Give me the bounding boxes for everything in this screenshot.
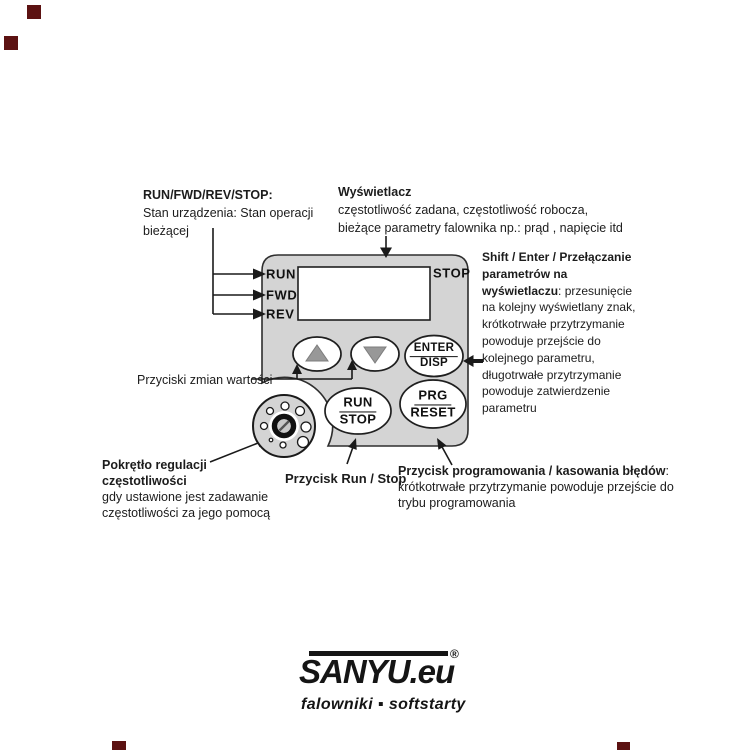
knob-line1: gdy ustawione jest zadawanie [102,490,269,504]
display-title: Wyświetlacz [338,185,412,199]
indicator-lines [213,228,254,314]
display-line2: bieżące parametry falownika np.: prąd , napięcie itd [338,221,623,235]
value-buttons-annotation: Przyciski zmian wartości [137,373,273,387]
registered-trademark-icon: ® [450,647,459,661]
enter-disp-label[interactable] [410,342,458,370]
knob-title: Pokrętło regulacji częstotliwości [102,458,207,488]
indicator-run: RUN [266,266,296,282]
indicator-fwd: FWD [266,287,298,303]
indicator-stop: STOP [433,265,471,281]
reset-label: RESET [410,404,456,419]
knob-line2: częstotliwości za jego pomocą [102,506,271,520]
display-screen [298,267,430,320]
prg-label: PRG [414,388,451,405]
status-line1: Stan urządzenia: Stan operacji [143,206,314,220]
prg-arrow-line [441,445,452,465]
shift-enter-bold: Shift / Enter / Przełączanie parametrów na wyświetlaczu [482,250,632,298]
stop-label: STOP [339,411,377,426]
run-stop-label[interactable] [339,395,376,426]
status-line2: bieżącej [143,224,189,238]
prg-rest: : krótkotrwałe przytrzymanie powoduje przejście do trybu programowania [398,464,674,510]
run-stop-annotation: Przycisk Run / Stop [285,471,407,486]
runstop-arrow-line [347,447,353,464]
prg-annotation [398,463,688,511]
prg-bold: Przycisk programowania / kasowania błędów [398,464,666,478]
status-title: RUN/FWD/REV/STOP: [143,188,273,202]
prg-reset-label[interactable] [410,388,455,419]
run-label: RUN [339,395,376,412]
brand-logo: SANYU.eu [299,653,455,690]
indicator-rev: REV [266,306,295,322]
enter-label: ENTER [410,342,458,357]
display-annotation [338,183,628,237]
status-annotation [143,186,343,240]
shift-enter-annotation [482,249,648,417]
display-line1: częstotliwość zadana, częstotliwość robocza, [338,203,589,217]
frequency-knob[interactable] [253,395,315,457]
shift-enter-rest: : przesunięcie na kolejny wyświetlany znak, krótkotrwałe przytrzymanie powoduje przejście do kolejnego parametru, długotrwałe przytrzymanie powoduje zatwierdzenie parametru [482,283,636,416]
disp-label: DISP [419,357,449,369]
knob-annotation [102,457,282,521]
logo-tagline: falowniki ▪ softstarty [301,696,466,713]
